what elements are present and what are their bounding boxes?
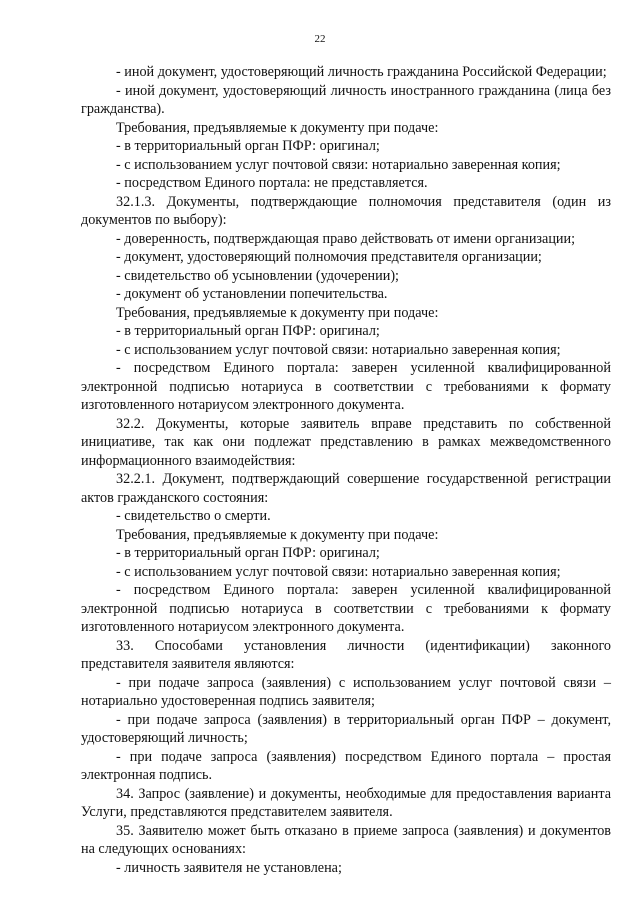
paragraph: 32.2. Документы, которые заявитель вправе представить по собственной инициативе, так как они подлежат представлению в рамках межведомственного информационного взаимодействия: (81, 415, 611, 469)
paragraph: - документ об установлении попечительства. (116, 286, 388, 302)
paragraph: - свидетельство о смерти. (116, 508, 271, 524)
document-body (81, 63, 611, 877)
paragraph: 32.1.3. Документы, подтверждающие полномочия представителя (один из документов по выбору): (81, 193, 611, 228)
paragraph: - свидетельство об усыновлении (удочерении); (116, 267, 399, 284)
paragraph: 32.2.1. Документ, подтверждающий совершение государственной регистрации актов гражданского состояния: (81, 471, 611, 506)
paragraph: - иной документ, удостоверяющий личность иностранного гражданина (лица без гражданства). (81, 82, 611, 117)
paragraph: - в территориальный орган ПФР: оригинал; (116, 323, 380, 339)
paragraph: - при подаче запроса (заявления) в территориальный орган ПФР – документ, удостоверяющий личность; (81, 711, 611, 746)
paragraph: - иной документ, удостоверяющий личность гражданина Российской Федерации; (116, 64, 607, 80)
paragraph: - посредством Единого портала: не представляется. (116, 175, 428, 191)
paragraph: - посредством Единого портала: заверен усиленной квалифицированной электронной подписью нотариуса в соответствии с требованиями к формату изготовленного нотариусом электронного документа. (81, 360, 611, 413)
paragraph: - доверенность, подтверждающая право действовать от имени организации; (116, 230, 576, 247)
paragraph: - при подаче запроса (заявления) посредством Единого портала – простая электронная подпись. (81, 748, 611, 783)
paragraph: 34. Запрос (заявление) и документы, необходимые для предоставления варианта Услуги, представляются представителем заявителя. (81, 785, 611, 820)
paragraph: 35. Заявителю может быть отказано в приеме запроса (заявления) и документов на следующих основаниях: (81, 822, 611, 857)
paragraph: - с использованием услуг почтовой связи: нотариально заверенная копия; (116, 156, 561, 173)
paragraph: - посредством Единого портала: заверен усиленной квалифицированной электронной подписью нотариуса в соответствии с требованиями к формату изготовленного нотариусом электронного документа. (81, 582, 611, 635)
paragraph: - документ, удостоверяющий полномочия представителя организации; (116, 249, 542, 265)
paragraph: Требования, предъявляемые к документу при подаче: (116, 119, 439, 136)
paragraph: - личность заявителя не установлена; (116, 859, 342, 876)
paragraph: Требования, предъявляемые к документу при подаче: (116, 304, 439, 321)
page-number: 22 (314, 33, 326, 45)
paragraph: - с использованием услуг почтовой связи: нотариально заверенная копия; (116, 563, 561, 580)
paragraph: Требования, предъявляемые к документу при подаче: (116, 526, 439, 543)
paragraph: - в территориальный орган ПФР: оригинал; (116, 138, 380, 154)
paragraph: 33. Способами установления личности (идентификации) законного представителя заявителя являются: (81, 637, 611, 672)
paragraph: - в территориальный орган ПФР: оригинал; (116, 545, 380, 561)
paragraph: - при подаче запроса (заявления) с использованием услуг почтовой связи – нотариально удостоверенная подпись заявителя; (81, 674, 611, 709)
paragraph: - с использованием услуг почтовой связи: нотариально заверенная копия; (116, 341, 561, 358)
